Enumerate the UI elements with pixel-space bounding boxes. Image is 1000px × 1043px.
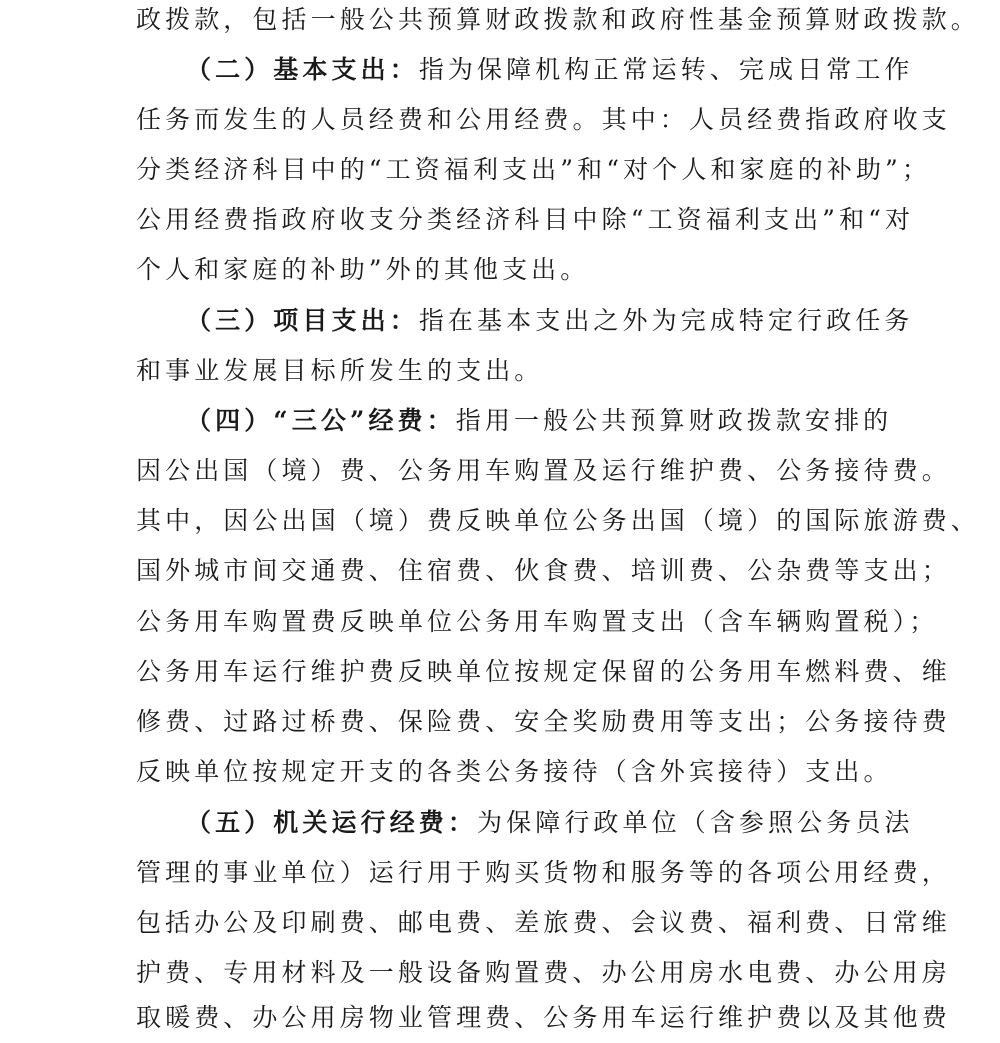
line-text: 个人和家庭的补助”外的其他支出。 xyxy=(136,255,590,284)
line-text: 分类经济科目中的“工资福利支出”和“对个人和家庭的补助”； xyxy=(136,155,932,184)
section-heading-line xyxy=(186,45,914,95)
section-heading: （三）项目支出： xyxy=(186,306,419,335)
text-line xyxy=(136,245,589,295)
section-heading: （四）“三公”经费： xyxy=(186,406,456,435)
line-text: 公务用车运行维护费反映单位按规定保留的公务用车燃料费、维 xyxy=(136,657,951,686)
line-text: 公用经费指政府收支分类经济科目中除“工资福利支出”和“对 xyxy=(136,205,915,234)
section-heading-line xyxy=(186,296,914,346)
section-heading-line xyxy=(186,396,892,446)
line-text: 护费、专用材料及一般设备购置费、办公用房水电费、办公用房 xyxy=(136,958,951,987)
text-line xyxy=(136,346,543,396)
text-line xyxy=(136,948,951,998)
line-text: 公务用车购置费反映单位公务用车购置支出（含车辆购置税）； xyxy=(136,607,939,636)
line-text: 为保障行政单位（含参照公务员法 xyxy=(477,808,914,837)
line-text: 取暖费、办公用房物业管理费、公务用车运行维护费以及其他费 xyxy=(136,1003,951,1032)
text-line xyxy=(136,546,951,596)
line-text: 指用一般公共预算财政拨款安排的 xyxy=(455,406,893,435)
text-line xyxy=(136,993,951,1043)
section-heading: （二）基本支出： xyxy=(186,55,419,84)
text-line xyxy=(136,747,893,797)
text-line xyxy=(136,647,951,697)
line-text: 和事业发展目标所发生的支出。 xyxy=(136,356,544,385)
text-line xyxy=(136,145,931,195)
section-heading: （五）机关运行经费： xyxy=(186,808,478,837)
line-text: 指在基本支出之外为完成特定行政任务 xyxy=(418,306,914,335)
text-line xyxy=(136,597,938,647)
line-text: 修费、过路过桥费、保险费、安全奖励费用等支出；公务接待费 xyxy=(136,707,951,736)
line-text: 因公出国（境）费、公务用车购置及运行维护费、公务接待费。 xyxy=(136,456,951,485)
section-heading-line xyxy=(186,798,914,848)
line-text: 任务而发生的人员经费和公用经费。其中：人员经费指政府收支 xyxy=(136,105,951,134)
text-line xyxy=(136,446,951,496)
text-line xyxy=(136,697,951,747)
text-line xyxy=(136,848,951,898)
line-text: 管理的事业单位）运行用于购买货物和服务等的各项公用经费， xyxy=(136,858,951,887)
text-line xyxy=(136,195,914,245)
line-text: 国外城市间交通费、住宿费、伙食费、培训费、公杂费等支出； xyxy=(136,556,951,585)
text-line xyxy=(136,496,980,546)
text-line xyxy=(136,898,951,948)
line-text: 指为保障机构正常运转、完成日常工作 xyxy=(418,55,914,84)
line-text: 包括办公及印刷费、邮电费、差旅费、会议费、福利费、日常维 xyxy=(136,908,951,937)
line-text: 政拨款，包括一般公共预算财政拨款和政府性基金预算财政拨款。 xyxy=(136,5,980,34)
text-line xyxy=(136,0,980,45)
line-text: 反映单位按规定开支的各类公务接待（含外宾接待）支出。 xyxy=(136,757,893,786)
text-line xyxy=(136,95,951,145)
line-text: 其中，因公出国（境）费反映单位公务出国（境）的国际旅游费、 xyxy=(136,506,980,535)
